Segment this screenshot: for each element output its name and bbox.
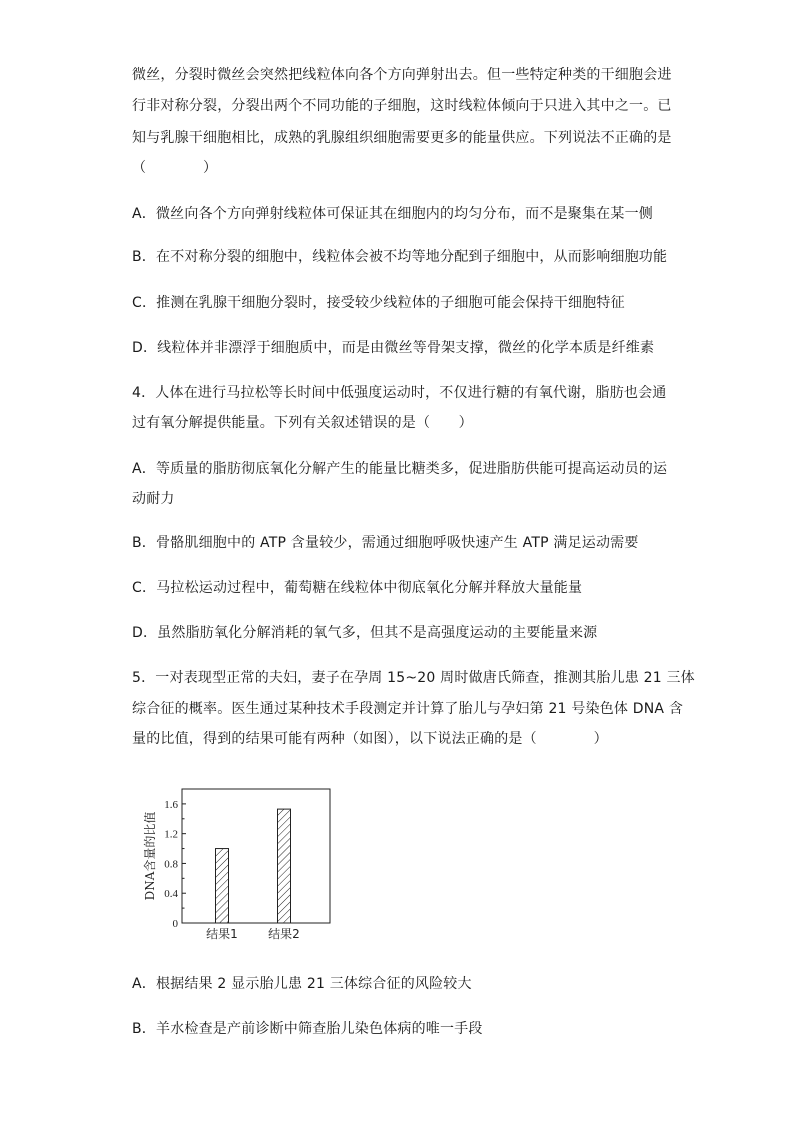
question-5-line: 5．一对表现型正常的夫妇，妻子在孕周 15~20 周时做唐氏筛查，推测其胎儿患 21 三体	[132, 670, 695, 686]
question-4-line: 过有氧分解提供能量。下列有关叙述错误的是（ ）	[132, 415, 473, 431]
plot-frame	[182, 789, 330, 923]
question-5-line: 综合征的概率。医生通过某种技术手段测定并计算了胎儿与孕妇第 21 号染色体 DNA 含	[132, 701, 684, 717]
option-b: B．在不对称分裂的细胞中，线粒体会被不均等地分配到子细胞中，从而影响细胞功能	[132, 249, 668, 265]
option-c: C．马拉松运动过程中，葡萄糖在线粒体中彻底氧化分解并释放大量能量	[132, 580, 583, 596]
y-tick-label: 1.2	[164, 828, 178, 841]
y-tick-label: 0.8	[164, 858, 178, 871]
option-b: B．羊水检查是产前诊断中筛查胎儿染色体病的唯一手段	[132, 1021, 483, 1037]
option-a: A．微丝向各个方向弹射线粒体可保证其在细胞内的均匀分布，而不是聚集在某一侧	[132, 206, 653, 222]
option-a-cont: 动耐力	[132, 491, 175, 507]
dna-ratio-chart	[140, 783, 340, 943]
option-d: D．虽然脂肪氧化分解消耗的氧气多，但其不是高强度运动的主要能量来源	[132, 625, 598, 641]
question-5-line: 量的比值，得到的结果可能有两种（如图），以下说法正确的是（ ）	[132, 731, 608, 747]
x-category-label: 结果2	[268, 927, 300, 941]
text-line: 知与乳腺干细胞相比，成熟的乳腺组织细胞需要更多的能量供应。下列说法不正确的是	[132, 130, 672, 146]
bar	[278, 809, 291, 923]
question-4-line: 4．人体在进行马拉松等长时间中低强度运动时，不仅进行糖的有氧代谢，脂肪也会通	[132, 385, 667, 401]
y-tick-label: 0	[172, 918, 178, 930]
y-tick-label: 0.4	[164, 888, 178, 901]
option-d: D．线粒体并非漂浮于细胞质中，而是由微丝等骨架支撑，微丝的化学本质是纤维素	[132, 340, 655, 356]
option-a: A．根据结果 2 显示胎儿患 21 三体综合征的风险较大	[132, 976, 472, 992]
bar-chart-svg	[140, 783, 340, 943]
option-a: A．等质量的脂肪彻底氧化分解产生的能量比糖类多，促进脂肪供能可提高运动员的运	[132, 461, 668, 477]
x-category-label: 结果1	[206, 927, 238, 941]
option-c: C．推测在乳腺干细胞分裂时，接受较少线粒体的子细胞可能会保持干细胞特征	[132, 295, 625, 311]
bar	[216, 849, 229, 923]
text-line: 微丝，分裂时微丝会突然把线粒体向各个方向弹射出去。但一些特定种类的干细胞会进	[132, 67, 672, 83]
y-axis-label: DNA含量的比值	[143, 811, 157, 901]
y-tick-label: 1.6	[164, 798, 178, 811]
text-line: （ ）	[132, 160, 218, 176]
option-b: B．骨骼肌细胞中的 ATP 含量较少，需通过细胞呼吸快速产生 ATP 满足运动需要	[132, 535, 639, 551]
text-line: 行非对称分裂，分裂出两个不同功能的子细胞，这时线粒体倾向于只进入其中之一。已	[132, 98, 672, 114]
